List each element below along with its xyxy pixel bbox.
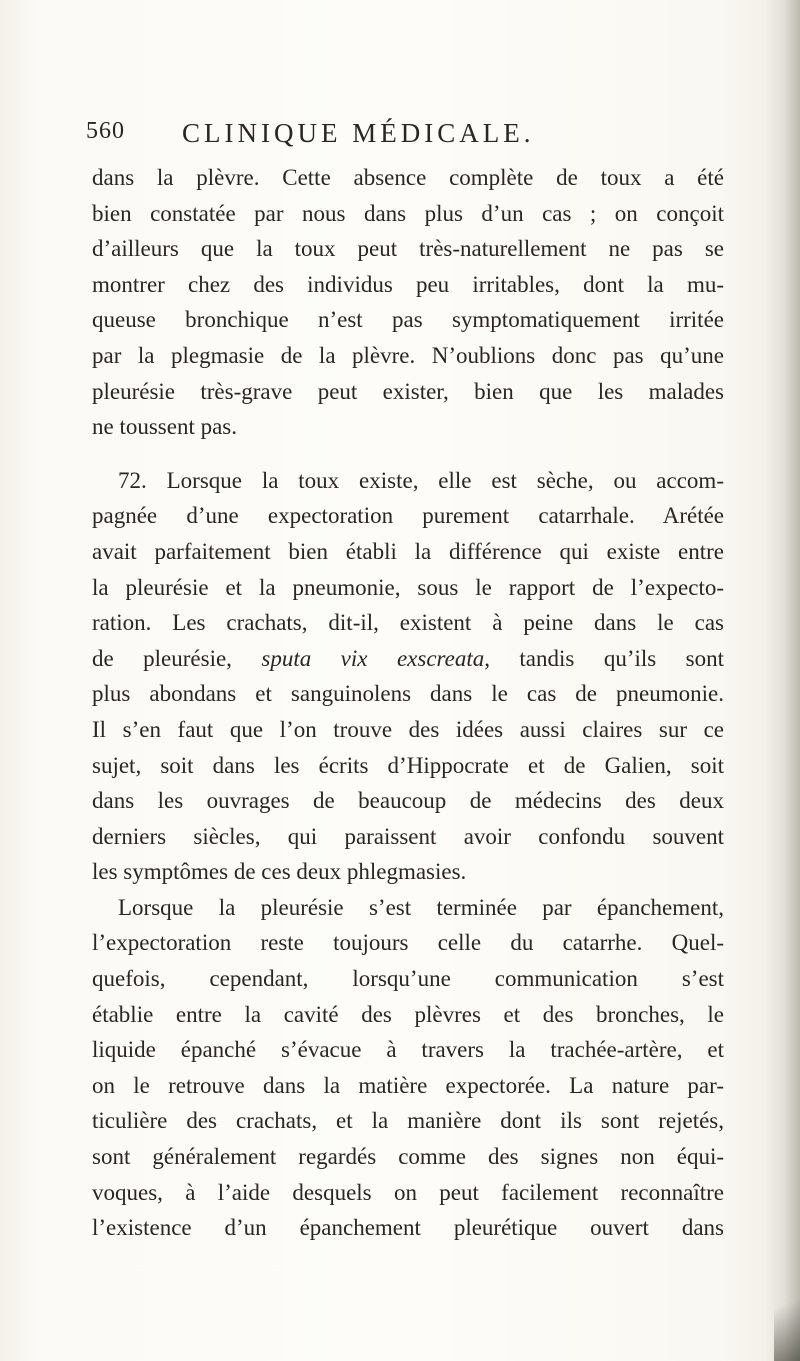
text-line: l’existence d’un épanchement pleurétique ouvert dans [92,1215,724,1241]
text-line: l’expectoration reste toujours celle du catarrhe. Quel- [92,930,724,956]
text-line: ration. Les crachats, dit-il, existent à peine dans le cas [92,610,724,636]
paragraph [92,463,724,890]
text-line: 72. Lorsque la toux existe, elle est sèche, ou accom- [118,467,724,493]
text-line: Lorsque la pleurésie s’est terminée par épanchement, [118,894,724,920]
text-line: dans les ouvrages de beaucoup de médecins des deux [92,788,724,814]
text-line: queuse bronchique n’est pas symptomatiquement irritée [92,307,724,333]
text-line: plus abondans et sanguinolens dans le cas de pneumonie. [92,681,724,707]
running-title: CLINIQUE MÉDICALE. [182,118,535,148]
page-edge-shadow [766,0,800,1361]
body-text [92,160,724,1246]
text-line: sont généralement regardés comme des signes non équi- [92,1144,724,1170]
text-line: avait parfaitement bien établi la différence qui existe entre [92,538,724,564]
paragraph [92,160,724,445]
text-segment: de pleurésie, [92,645,262,671]
page-number: 560 [86,118,125,144]
text-line: ne toussent pas. [92,414,238,440]
paragraph-gap [92,445,724,463]
text-line: bien constatée par nous dans plus d’un cas ; on conçoit [92,200,724,226]
page-corner-shadow [774,1281,800,1361]
text-line: quefois, cependant, lorsqu’une communication s’est [92,966,724,992]
text-line: derniers siècles, qui paraissent avoir confondu souvent [92,823,724,849]
text-line-with-italic [92,641,724,677]
text-line: établie entre la cavité des plèvres et des bronches, le [92,1001,724,1027]
page-header [86,118,726,154]
text-line: voques, à l’aide desquels on peut facilement reconnaître [92,1179,724,1205]
text-line: les symptômes de ces deux phlegmasies. [92,859,467,885]
text-line: pleurésie très-grave peut exister, bien que les malades [92,378,724,404]
text-line: liquide épanché s’évacue à travers la trachée-artère, et [92,1037,724,1063]
text-segment: , tandis qu’ils sont [484,645,724,671]
text-line: montrer chez des individus peu irritables, dont la mu- [92,271,724,297]
text-line: sujet, soit dans les écrits d’Hippocrate et de Galien, soit [92,752,724,778]
text-line: on le retrouve dans la matière expectorée. La nature par- [92,1072,724,1098]
italic-quote: sputa vix exscreata [261,645,485,671]
text-line: d’ailleurs que la toux peut très-naturellement ne pas se [92,236,724,262]
text-line: par la plegmasie de la plèvre. N’oublions donc pas qu’une [92,342,724,368]
text-line: dans la plèvre. Cette absence complète de toux a été [92,165,724,190]
text-line: la pleurésie et la pneumonie, sous le rapport de l’expecto- [92,574,724,600]
text-line: Il s’en faut que l’on trouve des idées aussi claires sur ce [92,716,724,742]
text-line: ticulière des crachats, et la manière dont ils sont rejetés, [92,1108,724,1134]
paragraph [92,890,724,1246]
text-line: pagnée d’une expectoration purement catarrhale. Arétée [92,503,724,529]
